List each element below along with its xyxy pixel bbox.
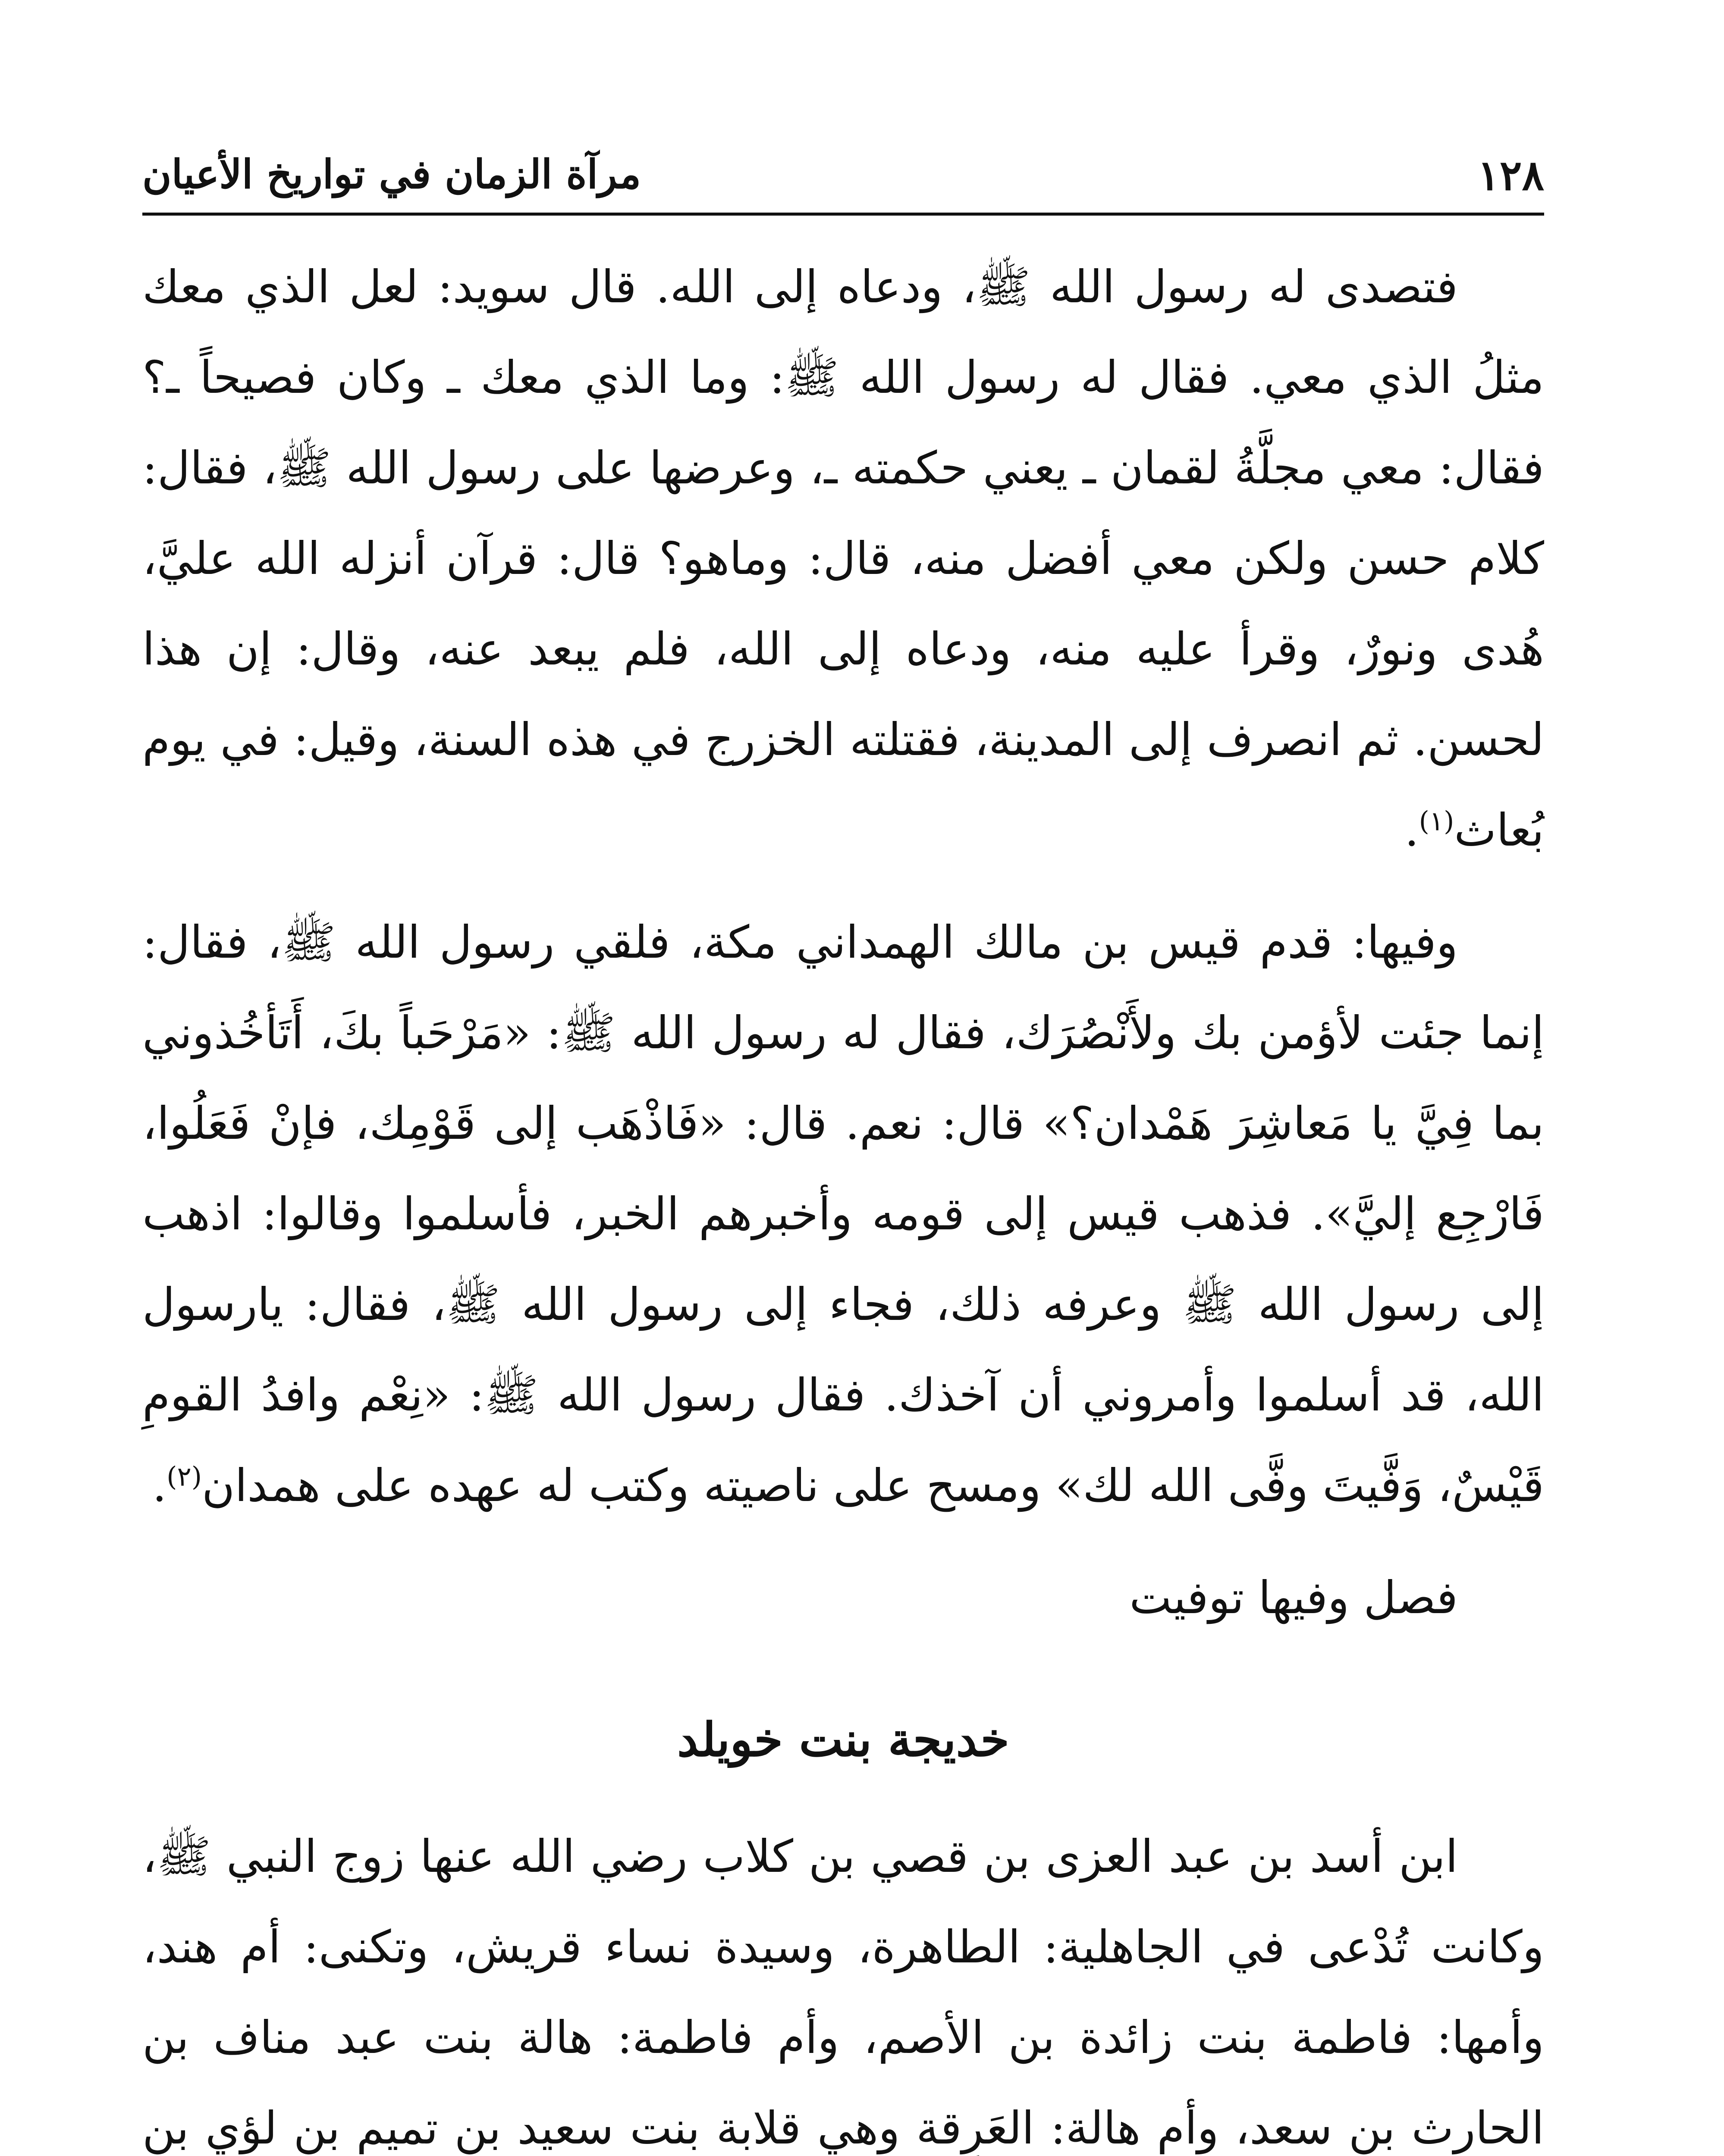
paragraph-text: وفيها: قدم قيس بن مالك الهمداني مكة، فلقي رسول الله ﷺ، فقال: إنما جئت لأؤمن بك ولأَنْصُرَك، فقال له رسول الله ﷺ: «مَرْحَباً بكَ، أَتَأخُذوني بما فِيَّ يا مَعاشِرَ هَمْدان؟» قال: نعم. قال: «فَاذْهَب إلى قَوْمِك، فإنْ فَعَلُوا، فَارْجِع إليَّ». فذهب قيس إلى قومه وأخبرهم الخبر، فأسلموا وقالوا: اذهب إلى رسول الله ﷺ وعرفه ذلك، فجاء إلى رسول الله ﷺ، فقال: يارسول الله، قد أسلموا وأمروني أن آخذك. فقال رسول الله ﷺ: «نِعْم وافدُ القومِ قَيْسٌ، وَفَّيتَ وفَّى الله لك» ومسح على ناصيته وكتب له عهده على همدان bbox=[142, 916, 1544, 1512]
footnote-ref-1: (١) bbox=[1419, 805, 1454, 837]
paragraph-section-intro: فصل وفيها توفيت bbox=[1129, 1571, 1458, 1624]
paragraph-text: فتصدى له رسول الله ﷺ، ودعاه إلى الله. قال سويد: لعل الذي معك مثلُ الذي معي. فقال له رسول الله ﷺ: وما الذي معك ـ وكان فصيحاً ـ؟ فقال: معي مجلَّةُ لقمان ـ يعني حكمته ـ، وعرضها على رسول الله ﷺ، فقال: كلام حسن ولكن معي أفضل منه، قال: وماهو؟ قال: قرآن أنزله الله عليَّ، هُدى ونورٌ، وقرأ عليه منه، ودعاه إلى الله، فلم يبعد عنه، وقال: إن هذا لحسن. ثم انصرف إلى المدينة، فقتلته الخزرج في هذه السنة، وقيل: في يوم بُعاث bbox=[142, 260, 1544, 856]
page-body bbox=[142, 241, 1544, 2156]
paragraph-qays bbox=[142, 897, 1544, 1531]
running-title: مرآة الزمان في تواريخ الأعيان bbox=[142, 151, 641, 197]
paragraph-suwayd bbox=[142, 241, 1544, 875]
paragraph-end: . bbox=[152, 1459, 167, 1512]
footnote-ref-2: (٢) bbox=[166, 1460, 202, 1492]
section-heading: خديجة بنت خويلد bbox=[677, 1713, 1010, 1767]
paragraph-end: . bbox=[1404, 804, 1419, 856]
header-rule bbox=[142, 213, 1544, 216]
page-number: ١٢٨ bbox=[1477, 151, 1544, 200]
paragraph-lineage: ابن أسد بن عبد العزى بن قصي بن كلاب رضي الله عنها زوج النبي ﷺ، وكانت تُدْعى في الجاهلية: الطاهرة، وسيدة نساء قريش، وتكنى: أم هند، وأمها: فاطمة بنت زائدة بن الأصم، وأم فاطمة: هالة بنت عبد مناف بن الحارث بن سعد، وأم هالة: العَرِقة وهي قلابة بنت سعيد بن تميم بن لؤي بن bbox=[142, 1830, 1544, 2154]
page-header bbox=[142, 142, 1544, 216]
